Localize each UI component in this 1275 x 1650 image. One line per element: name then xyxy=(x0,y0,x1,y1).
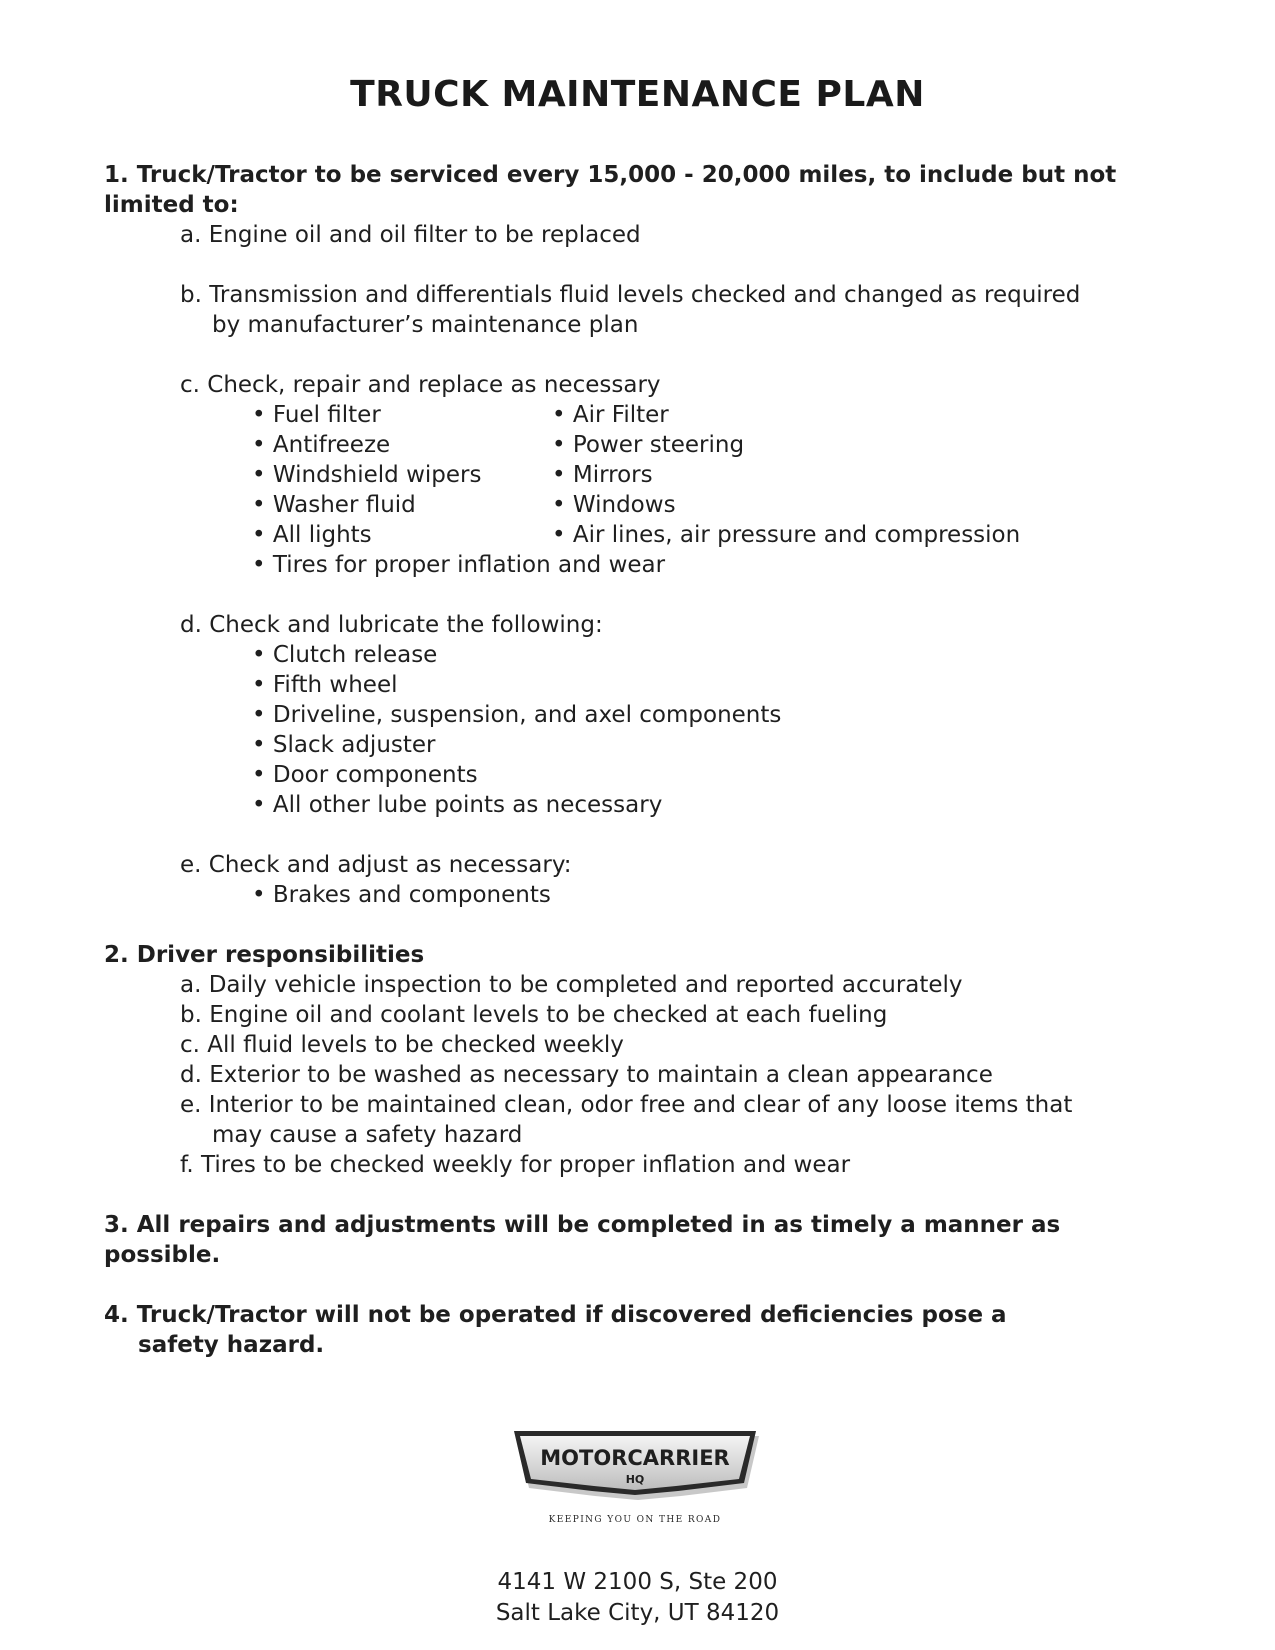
section-1-heading-cont: limited to: xyxy=(104,192,239,218)
section-4-heading-cont: safety hazard. xyxy=(138,1332,325,1358)
section-2-item-d: d. Exterior to be washed as necessary to maintain a clean appearance xyxy=(180,1062,993,1088)
section-2-item-e-cont: may cause a safety hazard xyxy=(212,1122,523,1148)
section-4-heading: 4. Truck/Tractor will not be operated if discovered deficiencies pose a xyxy=(104,1302,1007,1328)
section-1-item-d: d. Check and lubricate the following: xyxy=(180,612,603,638)
section-1-item-b-cont: by manufacturer’s maintenance plan xyxy=(212,312,639,338)
list-item: • Windows xyxy=(552,492,676,518)
section-1-item-c: c. Check, repair and replace as necessary xyxy=(180,372,661,398)
section-1-item-b: b. Transmission and differentials fluid levels checked and changed as required xyxy=(180,282,1081,308)
list-item: • Mirrors xyxy=(552,462,653,488)
list-item: • Slack adjuster xyxy=(252,732,436,758)
address-line-1: 4141 W 2100 S, Ste 200 xyxy=(497,1569,778,1595)
c-list-row xyxy=(104,490,1184,520)
logo-name: MOTORCARRIER xyxy=(540,1446,730,1470)
c-list-row xyxy=(104,520,1184,550)
list-item: • Air Filter xyxy=(552,402,669,428)
list-item: • Fifth wheel xyxy=(252,672,398,698)
logo-tagline: KEEPING YOU ON THE ROAD xyxy=(548,1515,722,1525)
section-3-heading: 3. All repairs and adjustments will be completed in as timely a manner as possible. xyxy=(104,1212,1061,1268)
document-body xyxy=(104,160,1184,1360)
list-item: • Power steering xyxy=(552,432,745,458)
list-item: • Antifreeze xyxy=(252,432,391,458)
logo-badge-icon xyxy=(500,1425,770,1530)
c-list-row xyxy=(104,460,1184,490)
address-line-2: Salt Lake City, UT 84120 xyxy=(495,1600,780,1626)
list-item: • Door components xyxy=(252,762,478,788)
address-block xyxy=(0,1567,1275,1629)
section-2-item-a: a. Daily vehicle inspection to be completed and reported accurately xyxy=(180,972,963,998)
motorcarrier-logo xyxy=(500,1425,770,1530)
list-item: • Driveline, suspension, and axel components xyxy=(252,702,782,728)
section-1-heading: 1. Truck/Tractor to be serviced every 15,000 - 20,000 miles, to include but not xyxy=(104,162,1117,188)
list-item: • Fuel filter xyxy=(252,402,381,428)
logo-sub: HQ xyxy=(625,1473,645,1486)
list-item: • Brakes and components xyxy=(252,882,551,908)
list-item: • All lights xyxy=(252,522,372,548)
list-item: • Washer fluid xyxy=(252,492,416,518)
list-item: • Windshield wipers xyxy=(252,462,482,488)
section-2-item-e: e. Interior to be maintained clean, odor free and clear of any loose items that xyxy=(180,1092,1073,1118)
section-2-item-c: c. All fluid levels to be checked weekly xyxy=(180,1032,624,1058)
page-title: TRUCK MAINTENANCE PLAN xyxy=(350,74,925,115)
section-1-item-e: e. Check and adjust as necessary: xyxy=(180,852,572,878)
section-2-heading: 2. Driver responsibilities xyxy=(104,942,425,968)
list-item: • Tires for proper inflation and wear xyxy=(252,552,666,578)
list-item: • Clutch release xyxy=(252,642,438,668)
c-list-row xyxy=(104,400,1184,430)
section-2-item-b: b. Engine oil and coolant levels to be checked at each fueling xyxy=(180,1002,888,1028)
list-item: • All other lube points as necessary xyxy=(252,792,663,818)
list-item: • Air lines, air pressure and compression xyxy=(552,522,1021,548)
c-list-row xyxy=(104,430,1184,460)
section-1-item-a: a. Engine oil and oil filter to be replaced xyxy=(180,222,641,248)
section-2-item-f: f. Tires to be checked weekly for proper inflation and wear xyxy=(180,1152,851,1178)
